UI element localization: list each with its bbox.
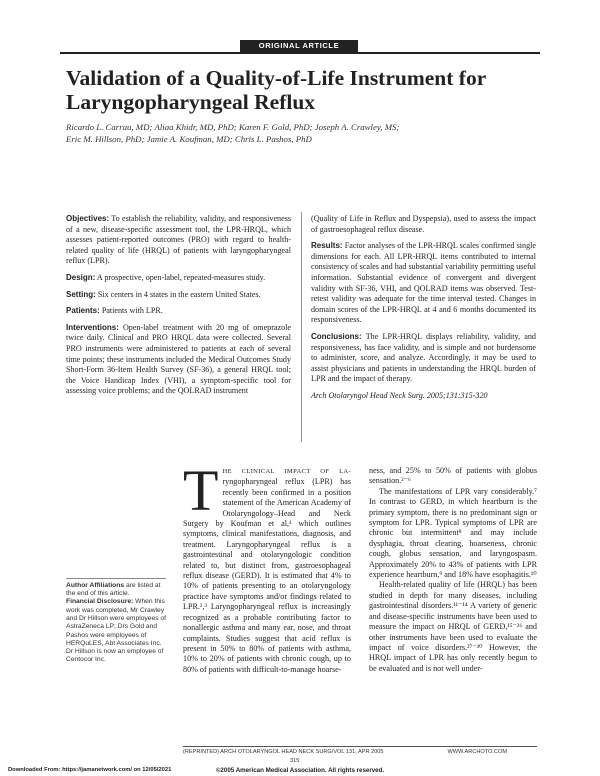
- header-rule: [60, 52, 540, 54]
- abstract-interventions: [66, 323, 291, 397]
- disclosure-label: Financial Disclosure:: [66, 598, 134, 606]
- abstract-conclusions: [311, 332, 536, 385]
- disclosure-text: When this work was completed, Mr Crawley and Dr Hillson were employees of AstraZeneca LP; Drs Gold and Pashos were employees of HERQuLES, Abt Associates Inc.: [66, 598, 166, 647]
- conclusions-label: Conclusions:: [311, 331, 362, 341]
- body-paragraph-1: [183, 458, 351, 675]
- results-label: Results:: [311, 241, 343, 251]
- journal-citation: Arch Otolaryngol Head Neck Surg. 2005;131:315-320: [311, 390, 488, 400]
- copyright-notice: ©2005 American Medical Association. All rights reserved.: [215, 767, 385, 774]
- setting-label: Setting:: [66, 289, 96, 299]
- footer-website-link[interactable]: WWW.ARCHOTO.COM: [447, 749, 507, 755]
- abstract-right-column: [311, 214, 536, 408]
- abstract-setting: [66, 290, 291, 301]
- financial-disclosure: [66, 598, 166, 648]
- interventions-continued: (Quality of Life in Reflux and Dyspepsia), used to assess the impact of gastroesophageal reflux disease.: [311, 214, 536, 234]
- abstract-objectives: [66, 214, 291, 267]
- drop-cap: T: [183, 458, 219, 523]
- authors-line-1: Ricardo L. Carrau, MD; Aliaa Khidr, MD, PhD; Karen F. Gold, PhD; Joseph A. Crawley, MS;: [66, 122, 400, 132]
- body-column-1: [183, 458, 351, 675]
- abstract-patients: [66, 306, 291, 317]
- article-title: Validation of a Quality-of-Life Instrument for Laryngopharyngeal Reflux: [66, 66, 486, 114]
- authors-line-2: Eric M. Hillson, PhD; Jamie A. Koufman, MD; Chris L. Pashos, PhD: [66, 133, 312, 144]
- opening-smallcaps: HE CLINICAL IMPACT OF LA-: [222, 468, 351, 475]
- download-stamp: Downloaded From: https://jamanetwork.com/ on 12/05/2021: [8, 767, 172, 773]
- body-paragraph-3: Health-related quality of life (HRQL) has been studied in depth for many diseases, including gastrointestinal disorders.¹¹⁻¹⁴ A variety of generic and disease-specific instruments have been used to measure the impact on HRQL of GERD,¹⁵⁻²⁶ and other instruments have been used to evaluate the impact of voice disorders.²⁷⁻³⁰ However, the HRQL impact of LPR has only recently begun to be evaluated and is not well under-: [369, 580, 537, 673]
- abstract-left-column: [66, 214, 291, 403]
- objectives-label: Objectives:: [66, 214, 110, 223]
- body-column-2: [369, 466, 537, 674]
- section-banner: ORIGINAL ARTICLE: [240, 40, 358, 52]
- page-number: 315: [290, 758, 300, 764]
- affiliations-text: are listed at the end of this article.: [66, 581, 161, 598]
- abstract-divider: [301, 212, 302, 442]
- setting-text: Six centers in 4 states in the eastern United States.: [97, 289, 261, 299]
- patients-label: Patients:: [66, 306, 100, 316]
- sidebar-rule: [66, 578, 166, 579]
- design-label: Design:: [66, 272, 96, 282]
- body-paragraph-2: The manifestations of LPR vary considerably.⁷ In contrast to GERD, in which heartburn is the primary symptom, there is no predominant sign or symptom for LPR. Typical symptoms of LPR are chronic but intermittent⁸ and may include dysphagia, throat clearing, hoarseness, chronic cough, globus sensation, and laryngospasm. Approximately 20% to 43% of patients with LPR experience heartburn,⁹ and 18% have esophagitis.¹⁰: [369, 486, 537, 580]
- affiliations-label: Author Affiliations: [66, 581, 125, 589]
- affiliations-note: [66, 582, 166, 599]
- author-list: [66, 122, 536, 145]
- design-text: A prospective, open-label, repeated-measures study.: [96, 272, 266, 282]
- patients-text: Patients with LPR.: [101, 306, 163, 316]
- conclusions-text: The LPR-HRQL displays reliability, validity, and responsiveness, has face validity, and is simple and not burdensome to administer, score, and analyze. Accordingly, it may be used to assist physicians and patients in understanding the HRQL burden of LPR and the impact of therapy.: [311, 331, 536, 384]
- footer-journal-info: (REPRINTED) ARCH OTOLARYNGOL HEAD NECK SURG/VOL 131, APR 2005: [183, 749, 384, 755]
- objectives-text: To establish the reliability, validity, and responsiveness of a new, disease-specific assessment tool, the LPR-HRQL, which assesses patient-reported outcomes (PRO) with regard to health-related quality of life (HRQL) of patients with laryngopharyngeal reflux (LPR).: [66, 214, 291, 266]
- disclosure-note-2: Dr Hillson is now an employee of Centocor Inc.: [66, 648, 164, 664]
- footer-rule: [183, 746, 537, 747]
- paragraph-1-end: ness, and 25% to 50% of patients with globus sensation.²⁻⁶: [369, 466, 537, 486]
- abstract-results: [311, 241, 536, 326]
- results-text: Factor analyses of the LPR-HRQL scales confirmed single dimensions for each. All LPR-HRQL items contributed to internal consistency of scales and had substantial variability permitting useful information. Substantial evidence of convergent and divergent validity with SF-36, VHI, and QOLRAD items was observed. Test-retest validity was adequate for the time interval tested. Changes in domain scores of the LPR-HRQL at 4 and 6 months documented its responsiveness.: [311, 241, 536, 325]
- paragraph-1-text: ryngopharyngeal reflux (LPR) has recently been confirmed in a position statement of the American Academy of Otolaryngology–Head and Neck Surgery by Koufman et al,¹ which outlines symptoms, clinical manifestations, diagnosis, and treatment. Laryngopharyngeal reflux is a gastrointestinal and otolaryngologic condition related to, but distinct from, gastroesophageal reflux disease (GERD). It is estimated that 4% to 10% of patients presenting to an otolaryngology practice have symptoms and/or findings related to LPR.²,³ Laryngopharyngeal reflux is increasingly recognized as a probable contributing factor to nonallergic asthma and many ear, nose, and throat complaints. Studies suggest that acid reflux is present in 50% to 80% of patients with asthma, 10% to 20% of patients with chronic cough, up to 80% of patients with difficult-to-manage hoarse-: [183, 477, 351, 674]
- author-info-sidebar: [66, 578, 166, 665]
- interventions-label: Interventions:: [66, 322, 119, 332]
- interventions-text: Open-label treatment with 20 mg of omeprazole twice daily. Clinical and PRO HRQL data were collected. Several PRO instruments were administered to patients at each of several time points; these instruments included the Medical Outcomes Study Short-Form 36-Item Health Survey (SF-36), a general HRQL tool; the Voice Handicap Index (VHI), a symptom-specific tool for assessing voice problems; and the QOLRAD instrument: [66, 322, 291, 396]
- abstract-design: [66, 273, 291, 284]
